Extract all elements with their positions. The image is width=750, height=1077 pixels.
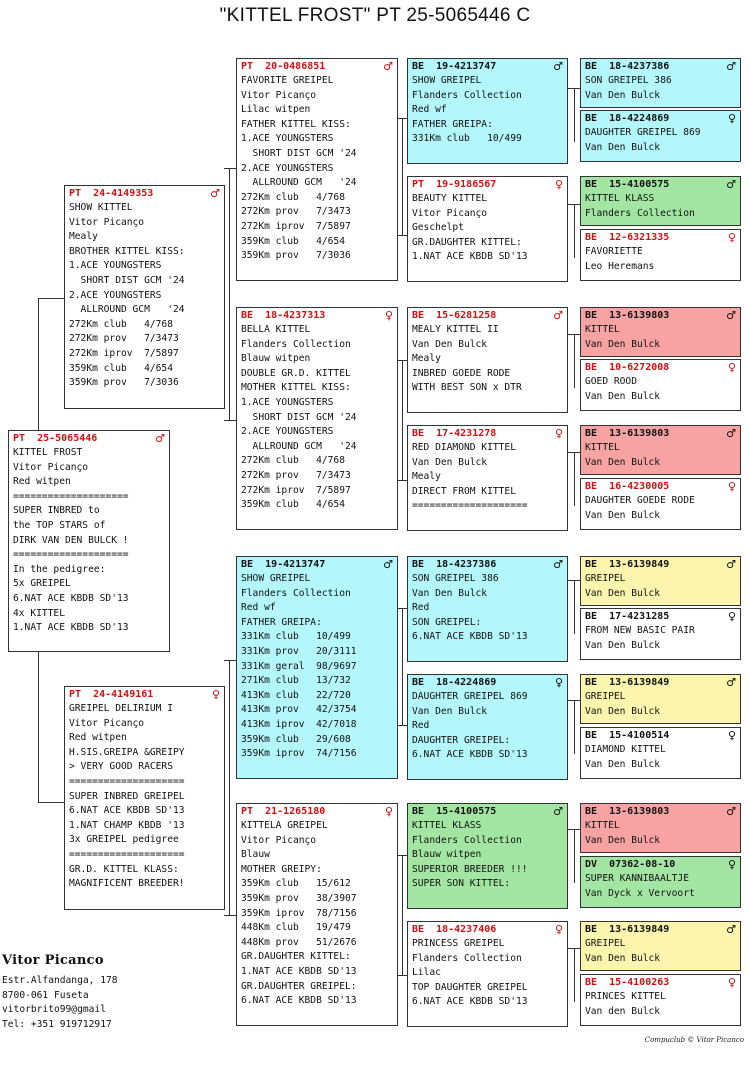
card-line: Van Den Bulck [585,89,661,101]
pedigree-card-dam-sire[interactable] [236,556,398,779]
pedigree-card-g9[interactable] [580,556,741,606]
card-line: 331Km geral 98/9697 [241,660,357,672]
card-line: Lilac witpen [241,104,311,116]
card-header [241,308,397,323]
card-line: 1.NAT ACE KBDB SD'13 [13,622,129,634]
card-line: Van Den Bulck [585,390,661,402]
card-line: 413Km prov 42/3754 [241,704,357,716]
card-line: 331Km prov 20/3111 [241,645,357,657]
card-header [585,479,740,494]
ring-number: PT 24-4149353 [69,188,154,199]
pedigree-card-g13[interactable] [580,803,741,853]
card-line: ==================== [13,549,129,561]
card-header [241,59,397,74]
card-line: SUPER SON KITTEL: [412,878,511,890]
card-line: Van Den Bulck [585,705,661,717]
female-icon: ♀ [211,688,220,701]
ring-number: BE 10-6272008 [585,362,670,373]
female-icon: ♀ [384,309,393,322]
card-line: DIAMOND KITTEL [585,744,666,755]
card-line: 359Km prov 7/3036 [241,250,351,262]
card-header [412,804,567,819]
pedigree-card-dam-dam[interactable] [236,803,398,1026]
pedigree-card-g6[interactable] [580,359,741,411]
owner-phone: Tel: +351 919712917 [2,1018,112,1030]
card-header [585,230,740,245]
pedigree-card-g10[interactable] [580,608,741,660]
ring-number: PT 25-5065446 [13,433,98,444]
card-line: KITTEL KLASS [412,820,482,831]
pedigree-card-g8[interactable] [580,478,741,530]
male-icon: ♂ [155,432,165,445]
card-line: KITTEL [585,324,620,335]
card-line: 272Km iprov 7/5897 [241,484,351,496]
card-line: PRINCESS GREIPEL [412,938,505,949]
ring-number: BE 13-6139803 [585,428,670,439]
card-line: Van Den Bulck [585,639,661,651]
ring-number: BE 15-4100575 [412,806,497,817]
card-line: DAUGHTER GREIPEL 869 [585,127,701,138]
card-line: Geschelpt [412,222,464,234]
pedigree-card-g11[interactable] [580,674,741,724]
card-line: 359Km club 4/654 [69,362,173,374]
card-line: 272Km iprov 7/5897 [69,347,179,359]
card-header [69,186,224,201]
male-icon: ♂ [553,309,563,322]
card-line: GR.DAUGHTER GREIPEL: [241,980,357,992]
card-header [585,857,740,872]
card-line: 359Km club 4/654 [241,235,345,247]
card-line: GOED ROOD [585,376,637,387]
card-header [585,177,740,192]
male-icon: ♂ [726,60,736,73]
card-line: SUPER INBRED to [13,505,100,517]
card-header [585,728,740,743]
card-line: BEAUTY KITTEL [412,193,488,204]
male-icon: ♂ [726,427,736,440]
ring-number: BE 18-4237313 [241,310,326,321]
pedigree-card-dsd[interactable] [407,674,568,780]
card-line: Red witpen [13,476,71,488]
card-line: TOP DAUGHTER GREIPEL [412,981,528,993]
card-line: 1.NAT ACE KBDB SD'13 [241,965,357,977]
female-icon: ♀ [554,923,563,936]
card-line: Van Den Bulck [585,587,661,599]
ring-number: BE 12-6321335 [585,232,670,243]
card-line: > VERY GOOD RACERS [69,761,173,773]
card-line: Mealy [69,231,98,243]
card-header [585,975,740,990]
card-header [585,557,740,572]
card-line: ==================== [13,490,129,502]
pedigree-card-sire-dam[interactable] [236,307,398,530]
card-line: In the pedigree: [13,563,106,575]
card-line: 448Km prov 51/2676 [241,936,357,948]
card-line: GREIPEL [585,573,626,584]
card-line: Flanders Collection [412,952,522,964]
card-line: Vitor Picanço [241,89,317,101]
card-line: 359Km club 4/654 [241,499,345,511]
card-header [69,687,224,702]
card-line: SHOW GREIPEL [412,75,482,86]
card-line: DIRK VAN DEN BULCK ! [13,534,129,546]
card-line: Vitor Picanço [241,834,317,846]
card-line: 413Km iprov 42/7018 [241,718,357,730]
card-line: Mealy [412,353,441,365]
pedigree-card-ssd[interactable] [407,176,568,282]
card-line: DOUBLE GR.D. KITTEL [241,367,351,379]
card-line: Van Den Bulck [412,338,488,350]
owner-city: 8700-061 Fuseta [2,989,89,1001]
ring-number: BE 13-6139849 [585,677,670,688]
card-line: 6.NAT ACE KBDB SD'13 [69,805,185,817]
card-line: MOTHER KITTEL KISS: [241,382,351,394]
card-line: Blauw witpen [241,353,311,365]
owner-address: Estr.Alfandanga, 178 [2,975,118,986]
card-line: 1.ACE YOUNGSTERS [241,396,334,408]
card-line: Flanders Collection [585,207,695,219]
card-line: MOTHER GREIPY: [241,863,322,875]
card-header [585,804,740,819]
card-header [585,675,740,690]
ring-number: BE 18-4224869 [585,113,670,124]
card-line: GR.DAUGHTER KITTEL: [412,236,522,248]
card-line: 331Km club 10/499 [241,631,351,643]
pedigree-card-sdd[interactable] [407,425,568,531]
ring-number: BE 15-4100514 [585,730,670,741]
card-line: SHORT DIST GCM '24 [241,411,357,423]
card-line: 331Km club 10/499 [412,133,522,145]
card-line: 4x KITTEL [13,607,65,619]
ring-number: DV 07362-08-10 [585,859,676,870]
card-line: KITTEL [585,442,620,453]
male-icon: ♂ [383,60,393,73]
pedigree-card-subject[interactable] [8,430,170,652]
card-line: 272Km iprov 7/5897 [241,220,351,232]
card-line: H.SIS.GREIPA &GREIPY [69,746,185,758]
card-line: Vitor Picanço [13,461,89,473]
card-line: 6.NAT ACE KBDB SD'13 [412,631,528,643]
card-line: Red wf [412,104,447,116]
ring-number: PT 24-4149161 [69,689,154,700]
card-line: Leo Heremans [585,260,655,272]
pedigree-card-dds[interactable] [407,803,568,909]
pedigree-card-sds[interactable] [407,307,568,413]
pedigree-card-g2[interactable] [580,110,741,162]
card-line: 2.ACE YOUNGSTERS [69,289,162,301]
card-line: GREIPEL [585,691,626,702]
card-header [585,426,740,441]
card-line: 272Km prov 7/3473 [69,333,179,345]
card-line: Vitor Picanço [69,717,145,729]
female-icon: ♀ [554,178,563,191]
card-line: 359Km prov 38/3907 [241,892,357,904]
female-icon: ♀ [384,805,393,818]
male-icon: ♂ [726,178,736,191]
page-title: "KITTEL FROST" PT 25-5065446 C [219,5,531,26]
card-line: FATHER KITTEL KISS: [241,118,351,130]
card-line: GR.DAUGHTER KITTEL: [241,951,351,963]
pedigree-card-dam[interactable] [64,686,225,910]
female-icon: ♀ [727,610,736,623]
card-line: SHORT DIST GCM '24 [69,274,185,286]
ring-number: BE 15-4100263 [585,977,670,988]
ring-number: PT 20-0486851 [241,61,326,72]
card-line: SON GREIPEL: [412,616,482,628]
card-line: Van Den Bulck [412,705,488,717]
card-line: 359Km iprov 74/7156 [241,748,357,760]
card-line: 359Km iprov 78/7156 [241,907,357,919]
male-icon: ♂ [383,558,393,571]
card-line: 1.NAT ACE KBDB SD'13 [412,251,528,263]
ring-number: BE 18-4237386 [585,61,670,72]
card-line: SHORT DIST GCM '24 [241,147,357,159]
card-line: Van Den Bulck [585,456,661,468]
card-line: Vitor Picanço [69,216,145,228]
card-header [241,804,397,819]
card-line: ALLROUND GCM '24 [241,177,357,189]
ring-number: BE 19-4213747 [241,559,326,570]
card-line: 2.ACE YOUNGSTERS [241,162,334,174]
card-line: WITH BEST SON x DTR [412,382,522,394]
ring-number: BE 16-4230005 [585,481,670,492]
card-line: Van den Bulck [585,1005,661,1017]
card-line: 6.NAT ACE KBDB SD'13 [241,995,357,1007]
male-icon: ♂ [210,187,220,200]
card-line: Flanders Collection [241,338,351,350]
card-line: FATHER GREIPA: [241,616,322,628]
pedigree-card-g15[interactable] [580,921,741,971]
card-line: BROTHER KITTEL KISS: [69,245,185,257]
card-line: MAGNIFICENT BREEDER! [69,878,185,890]
card-line: 272Km club 4/768 [241,191,345,203]
card-line: ==================== [69,775,185,787]
card-header [585,59,740,74]
male-icon: ♂ [726,676,736,689]
pedigree-card-sire[interactable] [64,185,225,409]
ring-number: BE 18-4224869 [412,677,497,688]
card-line: Van Den Bulck [585,509,661,521]
card-line: Van Den Bulck [585,952,661,964]
card-line: SON GREIPEL 386 [585,75,672,86]
card-line: SHOW KITTEL [69,202,133,213]
card-header [241,557,397,572]
pedigree-card-g1[interactable] [580,58,741,108]
card-header [412,177,567,192]
owner-email[interactable]: vitorbrito99@gmail [2,1004,106,1016]
ring-number: BE 13-6139803 [585,806,670,817]
card-header [585,609,740,624]
card-header [585,360,740,375]
card-line: FAVORIETTE [585,246,643,257]
pedigree-card-g12[interactable] [580,727,741,779]
card-line: Van Den Bulck [585,834,661,846]
male-icon: ♂ [553,805,563,818]
card-line: 1.ACE YOUNGSTERS [241,133,334,145]
footer-credit: Compuclub © Vitor Picanco [644,1036,744,1044]
card-line: 6.NAT ACE KBDB SD'13 [412,749,528,761]
card-line: Van Dyck x Vervoort [585,887,695,899]
card-line: MEALY KITTEL II [412,324,499,335]
card-header [412,59,567,74]
card-line: FATHER GREIPA: [412,118,493,130]
male-icon: ♂ [553,558,563,571]
ring-number: BE 17-4231285 [585,611,670,622]
card-line: 272Km prov 7/3473 [241,469,351,481]
card-line: 359Km club 15/612 [241,878,351,890]
ring-number: BE 15-4100575 [585,179,670,190]
male-icon: ♂ [726,309,736,322]
ring-number: BE 18-4237406 [412,924,497,935]
ring-number: BE 19-4213747 [412,61,497,72]
card-line: SHOW GREIPEL [241,573,311,584]
female-icon: ♀ [727,112,736,125]
card-header [585,922,740,937]
card-line: the TOP STARS of [13,519,106,531]
pedigree-card-g4[interactable] [580,229,741,281]
ring-number: BE 13-6139849 [585,559,670,570]
card-line: KITTEL KLASS [585,193,655,204]
pedigree-card-g16[interactable] [580,974,741,1026]
card-line: PRINCES KITTEL [585,991,666,1002]
ring-number: PT 21-1265180 [241,806,326,817]
card-line: 6.NAT ACE KBDB SD'13 [13,592,129,604]
card-line: FROM NEW BASIC PAIR [585,625,695,636]
female-icon: ♀ [727,858,736,871]
card-header [585,308,740,323]
card-line: 271Km club 13/732 [241,675,351,687]
card-line: Van Den Bulck [585,338,661,350]
card-line: DIRECT FROM KITTEL [412,485,516,497]
card-line: SON GREIPEL 386 [412,573,499,584]
card-line: SUPERIOR BREEDER !!! [412,863,528,875]
card-line: Red witpen [69,732,127,744]
card-line: 272Km prov 7/3473 [241,206,351,218]
card-line: ==================== [412,500,528,512]
card-line: 1.ACE YOUNGSTERS [69,260,162,272]
card-line: 3x GREIPEL pedigree [69,834,179,846]
female-icon: ♀ [554,427,563,440]
card-line: DAUGHTER GREIPEL: [412,734,511,746]
card-line: 5x GREIPEL [13,578,71,590]
card-line: Blauw [241,849,270,861]
ring-number: BE 13-6139803 [585,310,670,321]
card-line: Red [412,602,430,614]
card-header [412,922,567,937]
male-icon: ♂ [726,558,736,571]
male-icon: ♂ [726,923,736,936]
card-line: BELLA KITTEL [241,324,311,335]
female-icon: ♀ [554,676,563,689]
card-line: 1.NAT CHAMP KBDB '13 [69,819,185,831]
pedigree-card-g3[interactable] [580,176,741,226]
card-line: GREIPEL DELIRIUM I [69,703,173,714]
card-header [412,557,567,572]
card-line: 448Km club 19/479 [241,922,351,934]
female-icon: ♀ [727,729,736,742]
card-line: Flanders Collection [241,587,351,599]
ring-number: BE 18-4237386 [412,559,497,570]
card-line: DAUGHTER GREIPEL 869 [412,691,528,702]
card-header [13,431,169,446]
card-line: Flanders Collection [412,89,522,101]
female-icon: ♀ [727,231,736,244]
card-line: Van Den Bulck [585,141,661,153]
card-line: 359Km prov 7/3036 [69,377,179,389]
card-line: 413Km club 22/720 [241,689,351,701]
card-line: Flanders Collection [412,834,522,846]
owner-name: Vitor Picanco [2,953,104,968]
card-line: ALLROUND GCM '24 [69,304,185,316]
card-header [412,426,567,441]
card-line: DAUGHTER GOEDE RODE [585,495,695,506]
pedigree-card-sire-sire[interactable] [236,58,398,281]
card-line: 6.NAT ACE KBDB SD'13 [412,996,528,1008]
pedigree-card-g14[interactable] [580,856,741,908]
card-line: Red [412,720,430,732]
card-line: SUPER INBRED GREIPEL [69,790,185,802]
card-header [412,308,567,323]
ring-number: BE 13-6139849 [585,924,670,935]
card-line: GREIPEL [585,938,626,949]
card-line: Van Den Bulck [585,758,661,770]
ring-number: PT 19-9186567 [412,179,497,190]
owner-block [2,953,118,1032]
card-line: Vitor Picanço [412,207,488,219]
card-line: Blauw witpen [412,849,482,861]
card-line: SUPER KANNIBAALTJE [585,873,689,884]
card-line: Red wf [241,602,276,614]
pedigree-card-dss[interactable] [407,556,568,662]
female-icon: ♀ [727,480,736,493]
card-line: 2.ACE YOUNGSTERS [241,426,334,438]
ring-number: BE 15-6281258 [412,310,497,321]
card-line: Van Den Bulck [412,587,488,599]
card-line: KITTEL FROST [13,447,83,458]
pedigree-card-ddd[interactable] [407,921,568,1027]
card-line: Lilac [412,967,441,979]
card-line: Mealy [412,471,441,483]
card-line: Van Den Bulck [412,456,488,468]
card-line: 272Km club 4/768 [241,455,345,467]
card-header [585,111,740,126]
card-line: 359Km club 29/608 [241,733,351,745]
male-icon: ♂ [553,60,563,73]
card-line: GR.D. KITTEL KLASS: [69,863,179,875]
card-line: INBRED GOEDE RODE [412,367,511,379]
male-icon: ♂ [726,805,736,818]
card-line: RED DIAMOND KITTEL [412,442,516,453]
pedigree-card-sss[interactable] [407,58,568,164]
pedigree-card-g5[interactable] [580,307,741,357]
card-line: FAVORITE GREIPEL [241,75,334,86]
card-line: KITTEL [585,820,620,831]
female-icon: ♀ [727,361,736,374]
card-line: 272Km club 4/768 [69,318,173,330]
pedigree-card-g7[interactable] [580,425,741,475]
ring-number: BE 17-4231278 [412,428,497,439]
card-header [412,675,567,690]
card-line: ==================== [69,848,185,860]
card-line: KITTELA GREIPEL [241,820,328,831]
female-icon: ♀ [727,976,736,989]
card-line: ALLROUND GCM '24 [241,440,357,452]
